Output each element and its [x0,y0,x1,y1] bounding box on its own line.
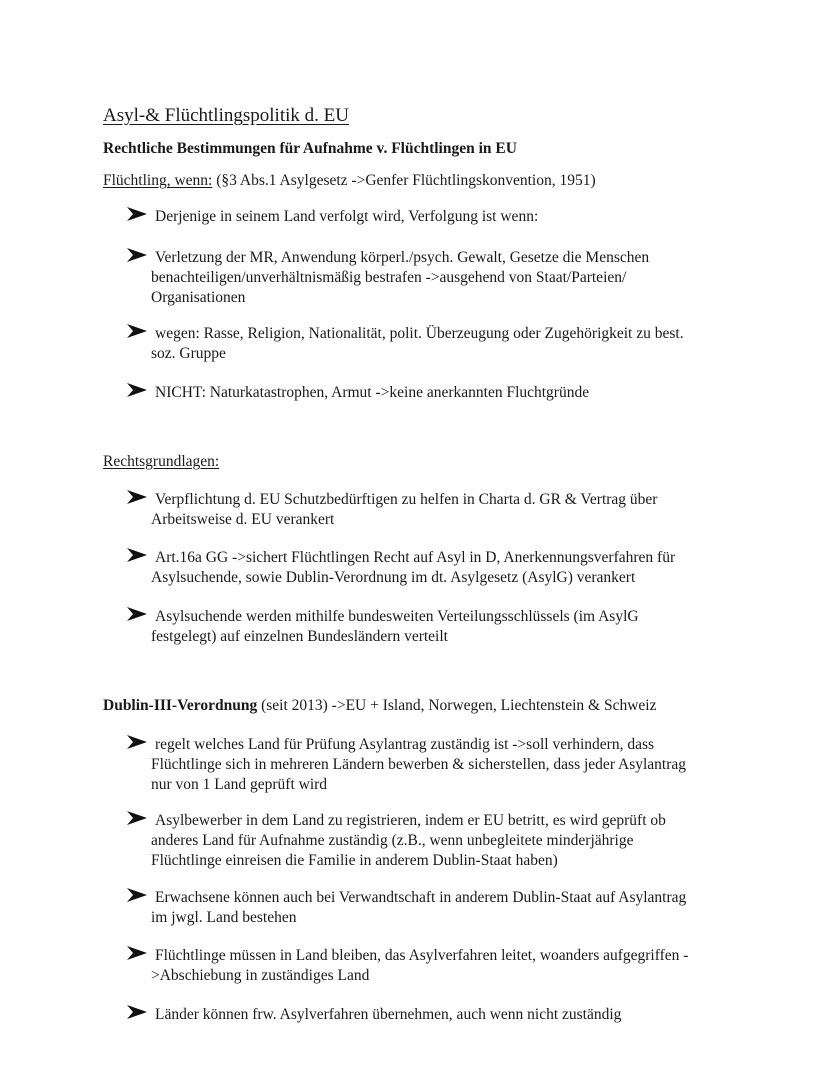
bullet-line: festgelegt) auf einzelnen Bundesländern verteilt [151,628,448,645]
section3-rest: (seit 2013) ->EU + Island, Norwegen, Liechtenstein & Schweiz [257,697,657,714]
bullet-item [126,248,746,308]
bullet-line: Flüchtlinge sich in mehreren Ländern bewerben & sicherstellen, dass jeder Asylantrag [151,756,687,773]
arrowhead-bullet-icon [126,545,148,565]
arrowhead-bullet-icon [126,1002,148,1022]
bullet-item [126,888,746,928]
section2-heading [103,453,219,471]
arrowhead-bullet-icon [126,808,148,828]
arrowhead-bullet-icon [126,380,148,400]
bullet-item [126,946,746,986]
bullet-item [126,1005,746,1025]
bullet-line: Flüchtlinge müssen in Land bleiben, das Asylverfahren leitet, woanders aufgegriffen - [155,947,689,964]
bullet-item [126,811,746,871]
bullet-line: regelt welches Land für Prüfung Asylantrag zuständig ist ->soll verhindern, dass [155,736,655,753]
bullet-line: wegen: Rasse, Religion, Nationalität, polit. Überzeugung oder Zugehörigkeit zu best. [155,325,684,342]
section1-label: Flüchtling, wenn: [103,172,213,189]
bullet-item [126,383,746,403]
section3-label: Dublin-III-Verordnung [103,697,258,714]
bullet-item [126,490,746,530]
bullet-item [126,548,746,588]
section3-heading [103,697,656,715]
bullet-line: Asylsuchende werden mithilfe bundesweiten Verteilungsschlüssels (im AsylG [155,608,639,625]
bullet-line: Flüchtlinge einreisen die Familie in anderem Dublin-Staat haben) [151,852,558,869]
arrowhead-bullet-icon [126,885,148,905]
bullet-line: Erwachsene können auch bei Verwandtschaft in anderem Dublin-Staat auf Asylantrag [155,889,687,906]
arrowhead-bullet-icon [126,321,148,341]
bullet-line: NICHT: Naturkatastrophen, Armut ->keine anerkannten Fluchtgründe [155,384,590,401]
arrowhead-bullet-icon [126,943,148,963]
arrowhead-bullet-icon [126,604,148,624]
bullet-line: Verpflichtung d. EU Schutzbedürftigen zu helfen in Charta d. GR & Vertrag über [155,491,658,508]
document-title: Asyl-& Flüchtlingspolitik d. EU [103,105,349,126]
bullet-line: >Abschiebung in zuständiges Land [151,967,370,984]
bullet-line: im jwgl. Land bestehen [151,909,297,926]
arrowhead-bullet-icon [126,245,148,265]
bullet-line: soz. Gruppe [151,345,226,362]
bullet-line: Asylsuchende, sowie Dublin-Verordnung im dt. Asylgesetz (AsylG) verankert [151,569,636,586]
section1-heading [103,172,596,190]
bullet-item [126,735,746,795]
arrowhead-bullet-icon [126,487,148,507]
arrowhead-bullet-icon [126,732,148,752]
section2-label: Rechtsgrundlagen: [103,453,220,470]
section1-rest: (§3 Abs.1 Asylgesetz ->Genfer Flüchtlingskonvention, 1951) [212,172,596,189]
document-subtitle: Rechtliche Bestimmungen für Aufnahme v. Flüchtlingen in EU [103,140,517,157]
bullet-item [126,324,746,364]
bullet-line: Organisationen [151,289,246,306]
bullet-line: nur von 1 Land geprüft wird [151,776,328,793]
bullet-line: benachteiligen/unverhältnismäßig bestrafen ->ausgehend von Staat/Parteien/ [151,269,627,286]
bullet-line: Art.16a GG ->sichert Flüchtlingen Recht auf Asyl in D, Anerkennungsverfahren für [155,549,676,566]
bullet-line: Derjenige in seinem Land verfolgt wird, Verfolgung ist wenn: [155,208,539,225]
bullet-line: Verletzung der MR, Anwendung körperl./psych. Gewalt, Gesetze die Menschen [155,249,650,266]
bullet-item [126,207,746,227]
bullet-line: Arbeitsweise d. EU verankert [151,511,335,528]
bullet-line: anderes Land für Aufnahme zuständig (z.B., wenn unbegleitete minderjährige [151,832,634,849]
bullet-line: Länder können frw. Asylverfahren übernehmen, auch wenn nicht zuständig [155,1006,622,1023]
bullet-item [126,607,746,647]
arrowhead-bullet-icon [126,204,148,224]
bullet-line: Asylbewerber in dem Land zu registrieren, indem er EU betritt, es wird geprüft ob [155,812,666,829]
